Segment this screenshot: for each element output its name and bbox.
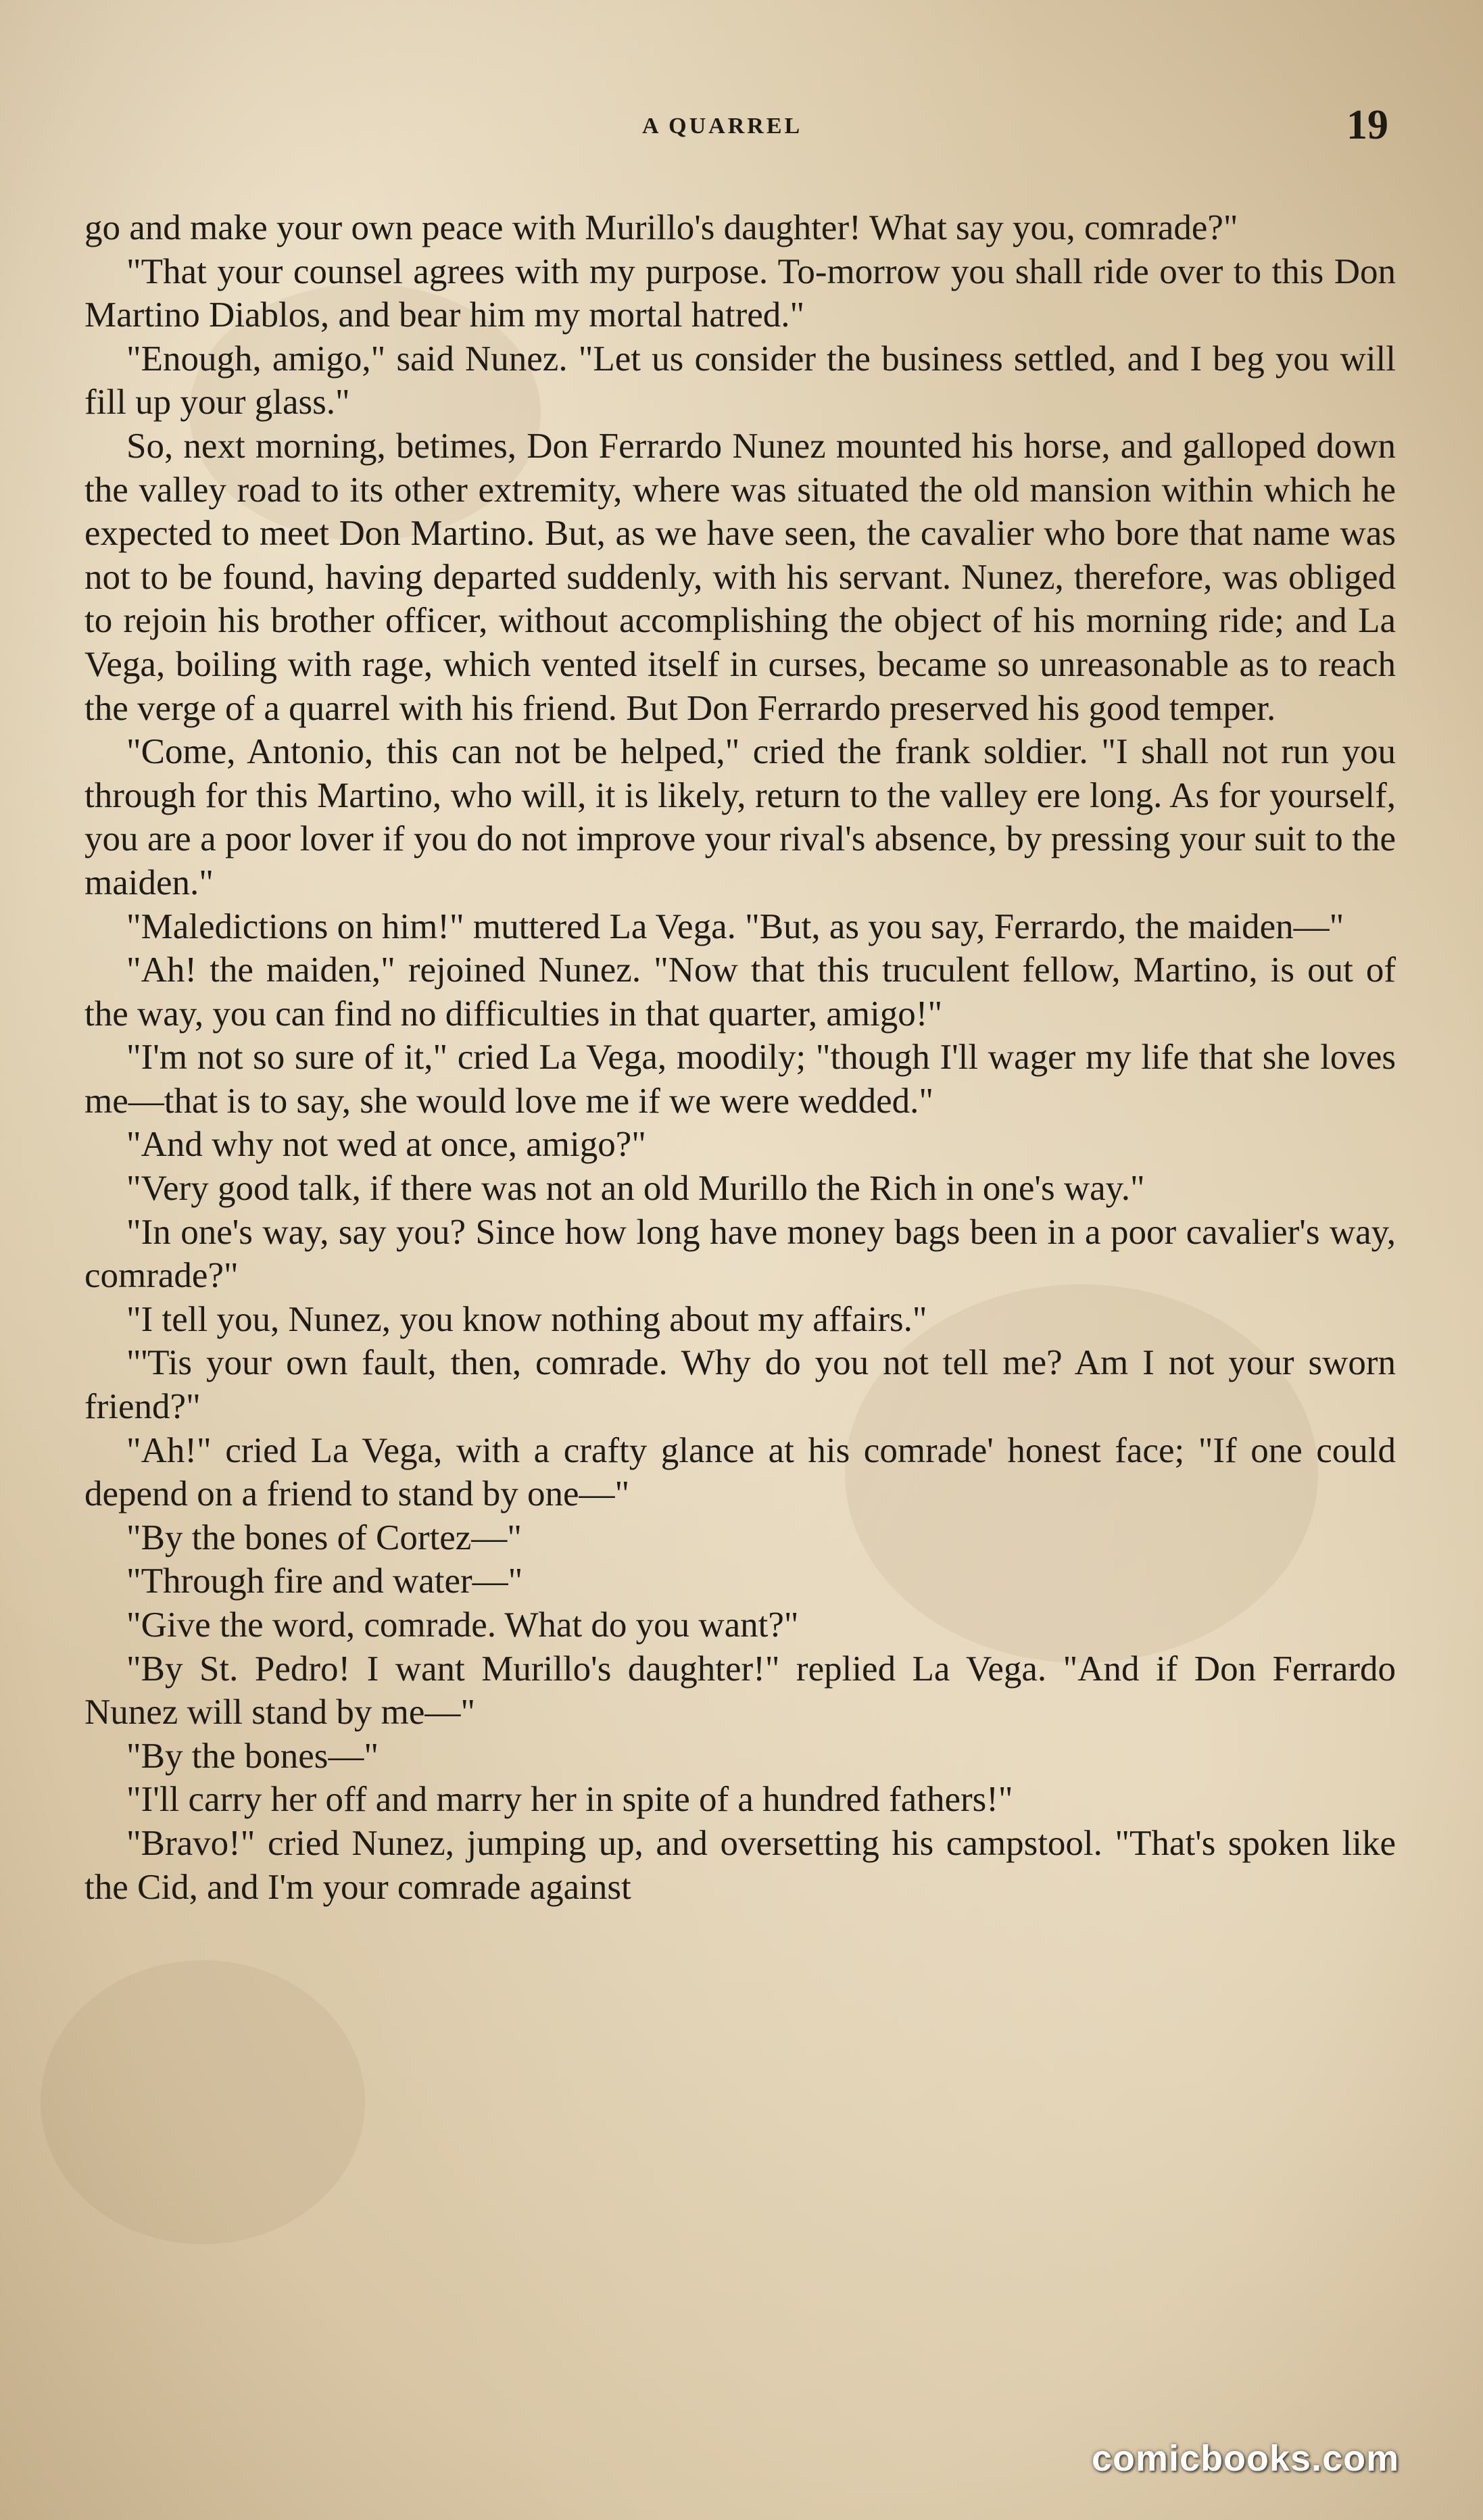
paragraph: "By St. Pedro! I want Murillo's daughter!" replied La Vega. "And if Don Ferrardo Nunez will stand by me—" (84, 1649, 1396, 1732)
page-text (84, 206, 1396, 1909)
paragraph: "I tell you, Nunez, you know nothing about my affairs." (126, 1299, 927, 1339)
paragraph: "Through fire and water—" (126, 1561, 523, 1601)
page-header (0, 101, 1483, 155)
paragraph: "I'll carry her off and marry her in spite of a hundred fathers!" (126, 1780, 1013, 1820)
paragraph: "In one's way, say you? Since how long have money bags been in a poor cavalier's way, comrade?" (84, 1212, 1396, 1296)
running-title: A QUARREL (642, 114, 803, 139)
page-number: 19 (1346, 102, 1388, 148)
paragraph: So, next morning, betimes, Don Ferrardo Nunez mounted his horse, and galloped down the valley road to its other extremity, where was situated the old mansion within which he expected to meet Don Martino. But, as we have seen, the cavalier who bore that name was not to be found, having departed suddenly, with his servant. Nunez, therefore, was obliged to rejoin his brother officer, without accomplishing the object of his morning ride; and La Vega, boiling with rage, which vented itself in curses, became so unreasonable as to reach the verge of a quarrel with his friend. But Don Ferrardo preserved his good temper. (84, 426, 1396, 728)
paragraph: "By the bones of Cortez—" (126, 1518, 522, 1557)
paragraph: "I'm not so sure of it," cried La Vega, moodily; "though I'll wager my life that she loves me—that is to say, she would love me if we were wedded." (84, 1038, 1396, 1121)
paragraph: "Ah! the maiden," rejoined Nunez. "Now that this truculent fellow, Martino, is out of the way, you can find no difficulties in that quarter, amigo!" (84, 950, 1396, 1034)
paragraph: "Enough, amigo," said Nunez. "Let us consider the business settled, and I beg you will fill up your glass." (84, 339, 1396, 422)
paragraph: "Maledictions on him!" muttered La Vega. "But, as you say, Ferrardo, the maiden—" (126, 906, 1344, 946)
paragraph: "Ah!" cried La Vega, with a crafty glance at his comrade' honest face; "If one could depend on a friend to stand by one—" (84, 1430, 1396, 1514)
paragraph: "Give the word, comrade. What do you want?" (126, 1605, 799, 1645)
paragraph: go and make your own peace with Murillo's daughter! What say you, comrade?" (84, 208, 1238, 247)
paragraph: "'Tis your own fault, then, comrade. Why do you not tell me? Am I not your sworn friend?" (84, 1343, 1396, 1427)
paragraph: "Very good talk, if there was not an old Murillo the Rich in one's way." (126, 1169, 1145, 1209)
site-watermark: comicbooks.com (1092, 2438, 1400, 2479)
paper-stain (41, 1960, 365, 2244)
paragraph: "Bravo!" cried Nunez, jumping up, and oversetting his campstool. "That's spoken like the Cid, and I'm your comrade against (84, 1823, 1396, 1907)
paragraph: "By the bones—" (126, 1736, 379, 1776)
paragraph: "And why not wed at once, amigo?" (126, 1125, 646, 1165)
paragraph: "Come, Antonio, this can not be helped," cried the frank soldier. "I shall not run you through for this Martino, who will, it is likely, return to the valley ere long. As for yourself, you are a poor lover if you do not improve your rival's absence, by pressing your suit to the maiden." (84, 732, 1396, 902)
paragraph: "That your counsel agrees with my purpose. To-morrow you shall ride over to this Don Martino Diablos, and bear him my mortal hatred." (84, 251, 1396, 335)
